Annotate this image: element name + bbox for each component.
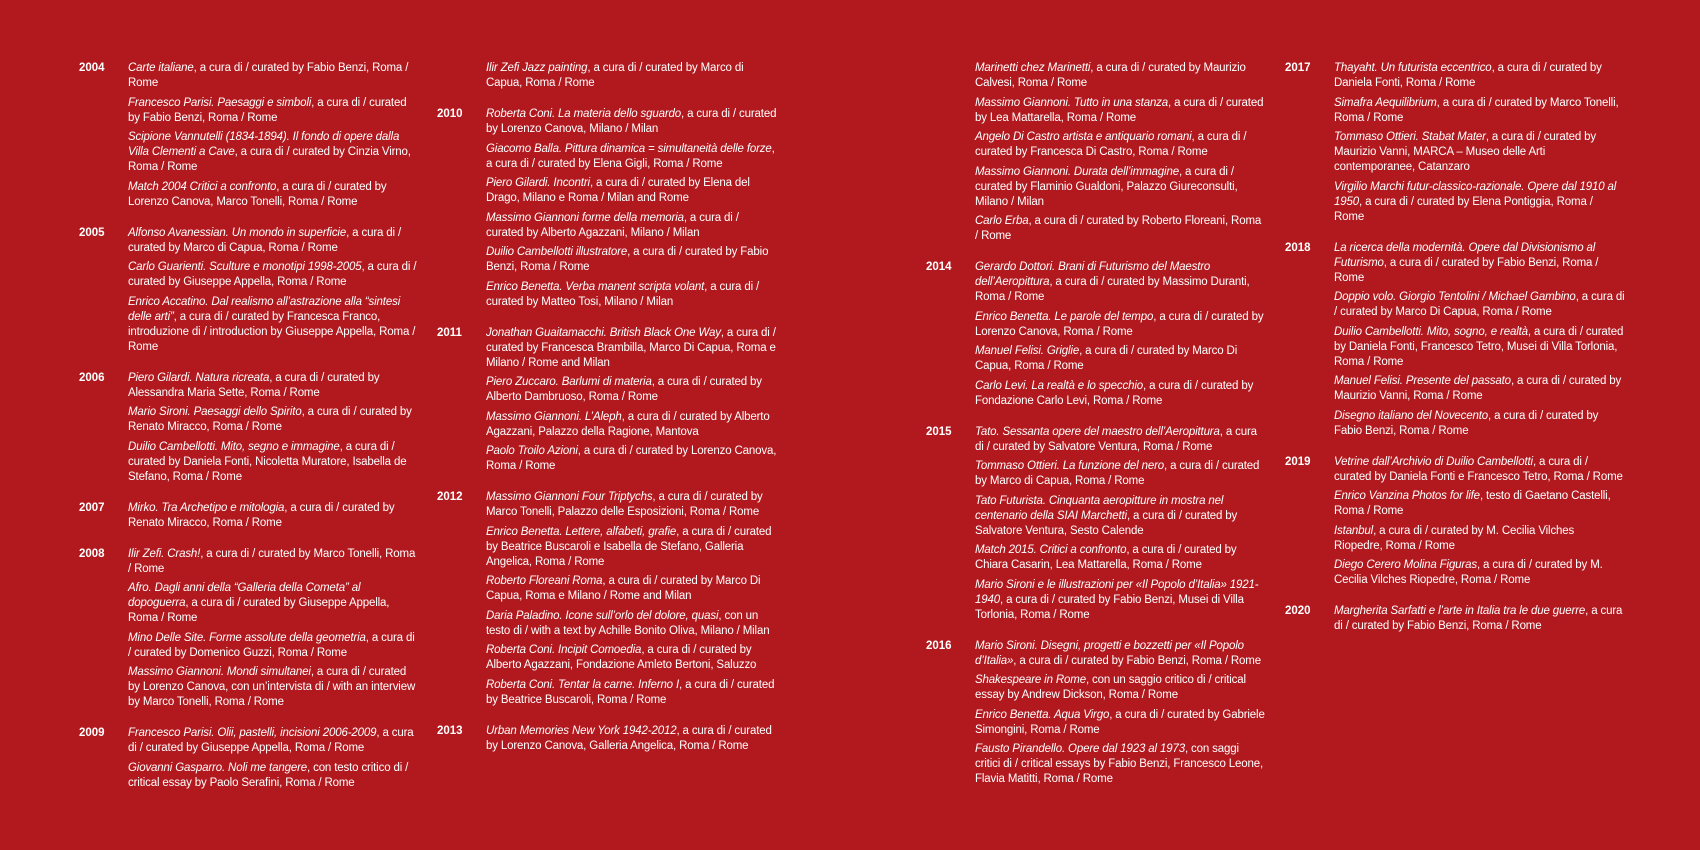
exhibition-entry (486, 724, 777, 754)
exhibition-entries (486, 61, 777, 91)
exhibition-details: , a cura di / curated by Marco Di Capua, Roma / Rome (1334, 291, 1625, 318)
exhibition-details: , a cura di / curated by Elena Gigli, Roma / Rome (486, 142, 775, 170)
exhibition-title: Shakespeare in Rome (975, 674, 1086, 686)
exhibition-title: Roberta Coni. La materia dello sguardo (486, 108, 682, 120)
exhibition-details: , a cura di / curated by Giuseppe Appella, Roma / Rome (128, 597, 390, 624)
exhibition-entry (975, 425, 1266, 455)
year-label: 2011 (437, 326, 462, 339)
exhibition-entries (975, 425, 1266, 623)
exhibition-details: , a cura di / curated by Marco Tonelli, Roma / Rome (128, 547, 416, 575)
exhibition-entries (128, 501, 419, 531)
exhibition-title: Afro. Dagli anni della “Galleria della Cometa” al dopoguerra (128, 582, 361, 609)
exhibition-entry (128, 180, 419, 210)
exhibition-entries (486, 490, 777, 708)
exhibition-entries (1334, 241, 1625, 439)
exhibition-entry (975, 673, 1266, 703)
exhibition-title: Doppio volo. Giorgio Tentolini / Michael Gambino (1334, 291, 1576, 303)
exhibition-title: Enrico Vanzina Photos for life (1334, 490, 1480, 502)
exhibition-title: Carlo Guarienti. Sculture e monotipi 1998-2005 (128, 261, 362, 273)
exhibition-title: Francesco Parisi. Paesaggi e simboli (128, 96, 312, 109)
exhibition-entry (975, 130, 1266, 160)
exhibition-entry (128, 440, 419, 485)
exhibition-entry (128, 295, 419, 355)
exhibition-title: Enrico Benetta. Le parole del tempo (975, 310, 1154, 323)
exhibition-title: Alfonso Avanessian. Un mondo in superficie (128, 226, 347, 239)
exhibition-title: La ricerca della modernità. Opere dal Divisionismo al Futurismo (1334, 241, 1596, 269)
exhibition-entry (486, 176, 777, 206)
exhibition-entry (1334, 524, 1625, 554)
exhibition-entries (486, 724, 777, 754)
exhibition-details: , a cura di / curated by Daniela Fonti e Francesco Tetro, Roma / Rome (1334, 455, 1623, 483)
exhibition-title: Duilio Cambellotti. Mito, sogno, e realtà (1334, 325, 1528, 338)
exhibition-entry (1334, 374, 1625, 404)
exhibition-title: Carlo Levi. La realtà e lo specchio (975, 379, 1143, 392)
exhibition-entries (128, 226, 419, 355)
exhibition-details: , a cura di / curated by Giuseppe Appella, Roma / Rome (128, 261, 417, 288)
year-block (79, 547, 419, 711)
year-block (437, 724, 777, 754)
year-label: 2006 (79, 371, 105, 384)
exhibition-details: , a cura di / curated by Alberto Agazzani, Milano / Milan (486, 211, 739, 239)
exhibition-entry (975, 61, 1266, 91)
exhibition-details: , a cura di / curated by Alessandra Maria Sette, Roma / Rome (128, 371, 380, 399)
exhibition-title: Tato Futurista. Cinquanta aeropitture in mostra nel centenario della SIAI Marchetti (975, 494, 1224, 522)
exhibition-title: Manuel Felisi. Griglie (975, 345, 1080, 357)
exhibition-title: Giovanni Gasparro. Noli me tangere (128, 761, 307, 774)
exhibition-details: , a cura di / curated by Fabio Benzi, Roma / Rome (128, 62, 409, 89)
exhibition-details: , a cura di / curated by Roberto Floreani, Roma / Rome (975, 215, 1262, 242)
exhibition-title: Scipione Vannutelli (1834-1894). Il fondo di opere dalla Villa Clementi a Cave (128, 131, 400, 158)
exhibition-entry (486, 410, 777, 440)
exhibition-title: Massimo Giannoni. Tutto in una stanza (975, 96, 1169, 109)
exhibition-title: Enrico Benetta. Verba manent scripta volant (486, 280, 705, 293)
exhibition-details: , a cura di / curated by Elena del Drago, Milano e Roma / Milan and Rome (486, 177, 750, 204)
exhibition-title: Massimo Giannoni forme della memoria (486, 211, 684, 224)
exhibition-details: , a cura di / curated by Chiara Casarin, Lea Mattarella, Roma / Rome (975, 544, 1237, 571)
year-block (1285, 241, 1625, 439)
exhibition-details: , con saggi critici di / critical essays by Fabio Benzi, Francesco Leone, Flavia Matitti, Roma / Rome (975, 743, 1264, 785)
exhibition-title: Carte italiane (128, 62, 194, 74)
exhibition-entry (975, 459, 1266, 489)
year-block (1285, 455, 1625, 589)
exhibition-entries (128, 726, 419, 791)
year-label: 2015 (926, 425, 952, 438)
exhibition-title: Tato. Sessanta opere del maestro dell’Aeropittura (975, 425, 1220, 438)
exhibition-title: Enrico Benetta. Aqua Virgo (975, 708, 1110, 721)
exhibition-entry (1334, 409, 1625, 439)
exhibition-title: Daria Paladino. Icone sull’orlo del dolore, quasi (486, 609, 719, 622)
exhibition-entry (128, 501, 419, 531)
exhibition-entry (486, 142, 777, 172)
exhibition-details: , a cura di / curated by Francesca Franco, introduzione di / introduction by Giuseppe Appella, Roma / Rome (128, 310, 416, 353)
exhibition-title: Enrico Benetta. Lettere, alfabeti, grafie (486, 525, 677, 538)
exhibition-details: , a cura di / curated by Francesca Brambilla, Marco Di Capua, Roma e Milano / Rome and Milan (486, 326, 776, 369)
exhibition-entry (1334, 325, 1625, 370)
exhibition-details: , a cura di / curated by Lorenzo Canova, Milano / Milan (486, 108, 777, 135)
exhibition-entry (486, 490, 777, 520)
exhibition-entry (128, 226, 419, 256)
year-label: 2019 (1285, 455, 1311, 468)
exhibition-entry (128, 405, 419, 435)
exhibition-title: Mario Sironi. Paesaggi dello Spirito (128, 406, 302, 418)
year-block (437, 107, 777, 310)
exhibition-details: , a cura di / curated by Maurizio Vanni, Roma / Rome (1334, 375, 1622, 402)
exhibition-title: Massimo Giannoni Four Triptychs (486, 491, 653, 503)
exhibition-entry (128, 260, 419, 290)
exhibition-entry (975, 578, 1266, 623)
year-block (79, 501, 419, 531)
exhibition-details: , con un testo di / with a text by Achille Bonito Oliva, Milano / Milan (486, 609, 770, 637)
exhibition-entry (128, 547, 419, 577)
exhibition-details: , a cura di / curated by Marco Di Capua, Roma / Rome (975, 345, 1238, 372)
exhibition-entry (486, 574, 777, 604)
year-block (437, 61, 777, 91)
year-block (79, 226, 419, 355)
exhibition-title: Piero Zuccaro. Barlumi di materia (486, 376, 652, 388)
exhibition-details: , con un saggio critico di / critical essay by Andrew Dickson, Roma / Rome (975, 674, 1246, 701)
exhibition-entry (128, 726, 419, 756)
exhibition-entry (1334, 61, 1625, 91)
exhibition-details: , a cura di / curated by Beatrice Buscaroli e Isabella de Stefano, Galleria Angelica, Roma / Rome (486, 525, 772, 568)
exhibition-entry (1334, 130, 1625, 175)
exhibition-entries (975, 639, 1266, 788)
year-label (437, 61, 486, 91)
exhibition-details: , a cura di / curated by Domenico Guzzi, Roma / Rome (128, 631, 415, 659)
year-label (926, 61, 975, 244)
exhibition-title: Mario Sironi. Disegni, progetti e bozzetti per «Il Popolo d’Italia» (975, 639, 1244, 667)
year-label: 2018 (1285, 241, 1311, 254)
exhibition-details: , a cura di / curated by Elena Pontiggia, Roma / Rome (1334, 195, 1593, 223)
exhibition-details: , a cura di / curated by Fabio Benzi, Roma / Rome (1334, 605, 1623, 632)
exhibition-details: , a cura di / curated by Francesca Di Castro, Roma / Rome (975, 131, 1247, 158)
year-block (1285, 604, 1625, 634)
year-block (437, 326, 777, 475)
exhibition-details: , a cura di / curated by Massimo Duranti, Roma / Rome (975, 276, 1250, 303)
exhibition-title: Vetrine dall’Archivio di Duilio Cambellotti (1334, 455, 1533, 468)
exhibition-title: Duilio Cambellotti. Mito, segno e immagine (128, 440, 340, 453)
exhibition-entry (128, 130, 419, 175)
exhibition-entry (975, 742, 1266, 787)
exhibition-title: Piero Gilardi. Incontri (486, 177, 590, 189)
exhibition-entry (975, 96, 1266, 126)
exhibition-entry (1334, 558, 1625, 588)
year-block (79, 61, 419, 210)
exhibition-details: , a cura di / curated by Marco di Capua, Roma / Rome (128, 226, 402, 254)
year-block (1285, 61, 1625, 225)
exhibition-details: , a cura di / curated by Fondazione Carlo Levi, Roma / Rome (975, 379, 1254, 407)
exhibition-entry (975, 543, 1266, 573)
exhibition-entry (975, 708, 1266, 738)
year-label: 2010 (437, 108, 463, 120)
exhibition-details: , a cura di / curated by Marco Tonelli, Palazzo delle Esposizioni, Roma / Rome (486, 491, 763, 518)
exhibition-entry (1334, 604, 1625, 634)
year-block (79, 371, 419, 485)
exhibition-entry (975, 260, 1266, 305)
exhibition-details: , a cura di / curated by Lorenzo Canova, con un’intervista di / with an interview by Marco Tonelli, Roma / Rome (128, 666, 416, 708)
exhibition-details: , a cura di / curated by Marco di Capua, Roma / Rome (486, 62, 744, 89)
exhibition-title: Manuel Felisi. Presente del passato (1334, 375, 1511, 387)
exhibition-entry (975, 214, 1266, 244)
exhibition-details: , a cura di / curated by Renato Miracco, Roma / Rome (128, 406, 412, 433)
exhibition-details: , a cura di / curated by Alberto Agazzani, Fondazione Amleto Bertoni, Saluzzo (486, 644, 757, 671)
exhibition-title: Diego Cerero Molina Figuras (1334, 559, 1477, 571)
exhibition-entry (128, 761, 419, 791)
exhibition-details: , a cura di / curated by Alberto Dambruoso, Roma / Rome (486, 376, 762, 403)
exhibition-title: Urban Memories New York 1942-2012 (486, 724, 677, 737)
year-label: 2004 (79, 62, 105, 74)
exhibition-details: , a cura di / curated by Maurizio Vanni, MARCA – Museo delle Arti contemporanee, Catanzaro (1334, 131, 1596, 173)
exhibition-entry (486, 245, 777, 275)
exhibition-entry (128, 631, 419, 661)
exhibition-entry (1334, 241, 1625, 286)
exhibition-title: Margherita Sarfatti e l’arte in Italia tra le due guerre (1334, 605, 1586, 617)
column-4 (1285, 61, 1625, 650)
exhibition-details: , a cura di / curated by Marco Di Capua, Roma e Milano / Rome and Milan (486, 575, 761, 602)
exhibition-details: , a cura di / curated by Daniela Fonti, Francesco Tetro, Musei di Villa Torlonia, Roma / Rome (1334, 325, 1624, 368)
exhibition-entries (1334, 604, 1625, 634)
exhibition-title: Jonathan Guaitamacchi. British Black One Way (486, 326, 721, 339)
exhibition-details: , a cura di / curated by Marco di Capua, Roma / Rome (975, 460, 1260, 487)
exhibition-details: , a cura di / curated by Alberto Agazzani, Palazzo della Ragione, Mantova (486, 410, 770, 438)
year-label: 2008 (79, 547, 105, 560)
exhibition-entries (1334, 455, 1625, 589)
exhibition-title: Match 2004 Critici a confronto (128, 180, 277, 193)
exhibition-entry (128, 61, 419, 91)
exhibition-entry (1334, 96, 1625, 126)
exhibition-entry (128, 665, 419, 710)
exhibition-entry (975, 379, 1266, 409)
exhibition-title: Mino Delle Site. Forme assolute della geometria (128, 631, 366, 644)
exhibition-entry (486, 678, 777, 708)
exhibition-details: , a cura di / curated by Marco Tonelli, Roma / Rome (1334, 96, 1619, 124)
exhibition-entry (486, 444, 777, 474)
exhibition-details: , a cura di / curated by Daniela Fonti, Roma / Rome (1334, 62, 1602, 89)
exhibition-details: , a cura di / curated by Fabio Benzi, Musei di Villa Torlonia, Roma / Rome (975, 593, 1244, 621)
year-label: 2020 (1285, 605, 1311, 617)
exhibition-entries (128, 547, 419, 711)
year-label: 2014 (926, 261, 952, 273)
exhibition-entries (486, 107, 777, 310)
exhibition-title: Thayaht. Un futurista eccentrico (1334, 62, 1492, 74)
exhibition-title: Virgilio Marchi futur-classico-razionale. Opere dal 1910 al 1950 (1334, 180, 1617, 208)
exhibition-title: Francesco Parisi. Olii, pastelli, incisioni 2006-2009 (128, 727, 377, 739)
exhibition-details: , a cura di / curated by M. Cecilia Vilches Riopedre, Roma / Rome (1334, 559, 1603, 586)
year-label: 2017 (1285, 62, 1311, 74)
exhibition-entry (486, 643, 777, 673)
exhibition-entry (486, 211, 777, 241)
exhibition-title: Simafra Aequilibrium (1334, 96, 1437, 109)
year-label: 2007 (79, 501, 105, 514)
year-label: 2005 (79, 226, 105, 239)
exhibition-details: , con testo critico di / critical essay by Paolo Serafini, Roma / Rome (128, 761, 409, 789)
exhibition-entry (486, 375, 777, 405)
exhibition-entry (975, 639, 1266, 669)
exhibition-title: Roberto Floreani Roma (486, 575, 603, 587)
exhibition-details: , a cura di / curated by Salvatore Ventura, Sesto Calende (975, 509, 1238, 537)
year-block (926, 61, 1266, 244)
exhibition-details: , a cura di / curated by Fabio Benzi, Roma / Rome (1334, 409, 1599, 437)
exhibition-details: , a cura di / curated by Salvatore Ventura, Roma / Rome (975, 425, 1257, 453)
exhibition-details: , a cura di / curated by Flaminio Gualdoni, Palazzo Giureconsulti, Milano / Milan (975, 165, 1238, 208)
exhibition-entry (1334, 180, 1625, 225)
exhibition-title: Mirko. Tra Archetipo e mitologia (128, 501, 285, 514)
year-block (926, 639, 1266, 788)
exhibition-entry (975, 494, 1266, 539)
exhibition-title: Tommaso Ottieri. Stabat Mater (1334, 131, 1486, 143)
exhibition-title: Angelo Di Castro artista e antiquario romani (975, 131, 1192, 143)
exhibition-details: , a cura di / curated by Lorenzo Canova, Roma / Rome (486, 445, 777, 472)
year-label: 2012 (437, 491, 463, 503)
exhibition-title: Match 2015. Critici a confronto (975, 544, 1127, 556)
exhibition-title: Roberta Coni. Tentar la carne. Inferno I (486, 678, 680, 691)
exhibition-details: , a cura di / curated by Maurizio Calvesi, Roma / Rome (975, 62, 1246, 89)
column-2 (437, 61, 777, 770)
exhibition-entries (1334, 61, 1625, 225)
exhibition-title: Massimo Giannoni. Mondi simultanei (128, 666, 311, 678)
exhibition-entries (486, 326, 777, 475)
exhibition-title: Gerardo Dottori. Brani di Futurismo del Maestro dell’Aeropittura (975, 261, 1211, 288)
year-label: 2013 (437, 724, 463, 737)
exhibition-title: Tommaso Ottieri. La funzione del nero (975, 460, 1164, 472)
exhibition-entry (975, 165, 1266, 210)
exhibition-title: Marinetti chez Marinetti (975, 62, 1091, 74)
exhibition-title: Roberta Coni. Incipit Comoedia (486, 644, 642, 656)
exhibition-title: Mario Sironi e le illustrazioni per «Il Popolo d’Italia» 1921-1940 (975, 578, 1259, 606)
exhibition-title: Disegno italiano del Novecento (1334, 409, 1489, 422)
year-block (926, 425, 1266, 623)
exhibition-details: , testo di Gaetano Castelli, Roma / Rome (1334, 490, 1611, 517)
exhibition-details: , a cura di / curated by Renato Miracco, Roma / Rome (128, 501, 395, 529)
year-block (437, 490, 777, 708)
exhibition-title: Duilio Cambellotti illustratore (486, 246, 628, 258)
exhibition-entry (486, 609, 777, 639)
exhibition-title: Ilir Zefi. Crash! (128, 547, 201, 560)
exhibition-entry (486, 107, 777, 137)
exhibition-details: , a cura di / curated by Cinzia Virno, Roma / Rome (128, 146, 411, 173)
exhibition-entry (128, 371, 419, 401)
exhibition-title: Istanbul (1334, 524, 1374, 537)
exhibition-entry (486, 525, 777, 570)
exhibition-title: Massimo Giannoni. Durata dell’immagine (975, 165, 1179, 178)
exhibition-entry (1334, 290, 1625, 320)
exhibition-details: , a cura di / curated by Gabriele Simongini, Roma / Rome (975, 708, 1265, 736)
exhibition-title: Paolo Troilo Azioni (486, 445, 578, 457)
exhibition-details: , a cura di / curated by Lorenzo Canova, Marco Tonelli, Roma / Rome (128, 180, 387, 208)
exhibition-entry (128, 581, 419, 626)
exhibition-details: , a cura di / curated by Giuseppe Appella, Roma / Rome (128, 727, 414, 754)
exhibition-details: , a cura di / curated by Beatrice Buscaroli, Roma / Rome (486, 678, 775, 706)
exhibition-entries (975, 260, 1266, 409)
exhibition-entries (128, 61, 419, 210)
column-1 (79, 61, 419, 807)
exhibition-details: , a cura di / curated by Daniela Fonti, Nicoletta Muratore, Isabella de Stefano, Roma / Rome (128, 440, 407, 483)
exhibition-entry (975, 310, 1266, 340)
exhibition-title: Piero Gilardi. Natura ricreata (128, 371, 270, 384)
exhibition-title: Ilir Zefi Jazz painting (486, 62, 588, 74)
exhibition-entry (486, 326, 777, 371)
exhibition-entry (1334, 455, 1625, 485)
year-block (926, 260, 1266, 409)
exhibition-entries (975, 61, 1266, 244)
year-label: 2009 (79, 727, 105, 739)
exhibition-details: , a cura di / curated by Fabio Benzi, Roma / Rome (486, 246, 769, 273)
exhibition-entry (486, 61, 777, 91)
year-label: 2016 (926, 639, 952, 652)
exhibition-title: Enrico Accatino. Dal realismo all’astrazione alla “sintesi delle arti” (128, 295, 401, 323)
exhibition-entry (128, 96, 419, 126)
exhibition-details: , a cura di / curated by Fabio Benzi, Roma / Rome (1013, 654, 1261, 667)
exhibition-title: Giacomo Balla. Pittura dinamica = simultaneità delle forze (486, 142, 772, 155)
column-3 (926, 61, 1266, 803)
exhibition-details: , a cura di / curated by Matteo Tosi, Milano / Milan (486, 280, 760, 308)
exhibition-details: , a cura di / curated by M. Cecilia Vilches Riopedre, Roma / Rome (1334, 524, 1575, 552)
exhibition-entry (486, 280, 777, 310)
exhibition-entries (128, 371, 419, 485)
exhibition-details: , a cura di / curated by Lorenzo Canova, Galleria Angelica, Roma / Rome (486, 724, 772, 752)
exhibition-title: Fausto Pirandello. Opere dal 1923 al 1973 (975, 743, 1185, 755)
exhibition-title: Massimo Giannoni. L’Aleph (486, 410, 622, 423)
exhibition-title: Carlo Erba (975, 215, 1029, 227)
year-block (79, 726, 419, 791)
exhibition-details: , a cura di / curated by Fabio Benzi, Roma / Rome (1334, 256, 1599, 284)
exhibition-details: , a cura di / curated by Lea Mattarella, Roma / Rome (975, 96, 1264, 124)
exhibition-details: , a cura di / curated by Lorenzo Canova, Roma / Rome (975, 310, 1264, 338)
exhibition-entry (975, 344, 1266, 374)
exhibition-entry (1334, 489, 1625, 519)
exhibition-details: , a cura di / curated by Fabio Benzi, Roma / Rome (128, 96, 407, 124)
